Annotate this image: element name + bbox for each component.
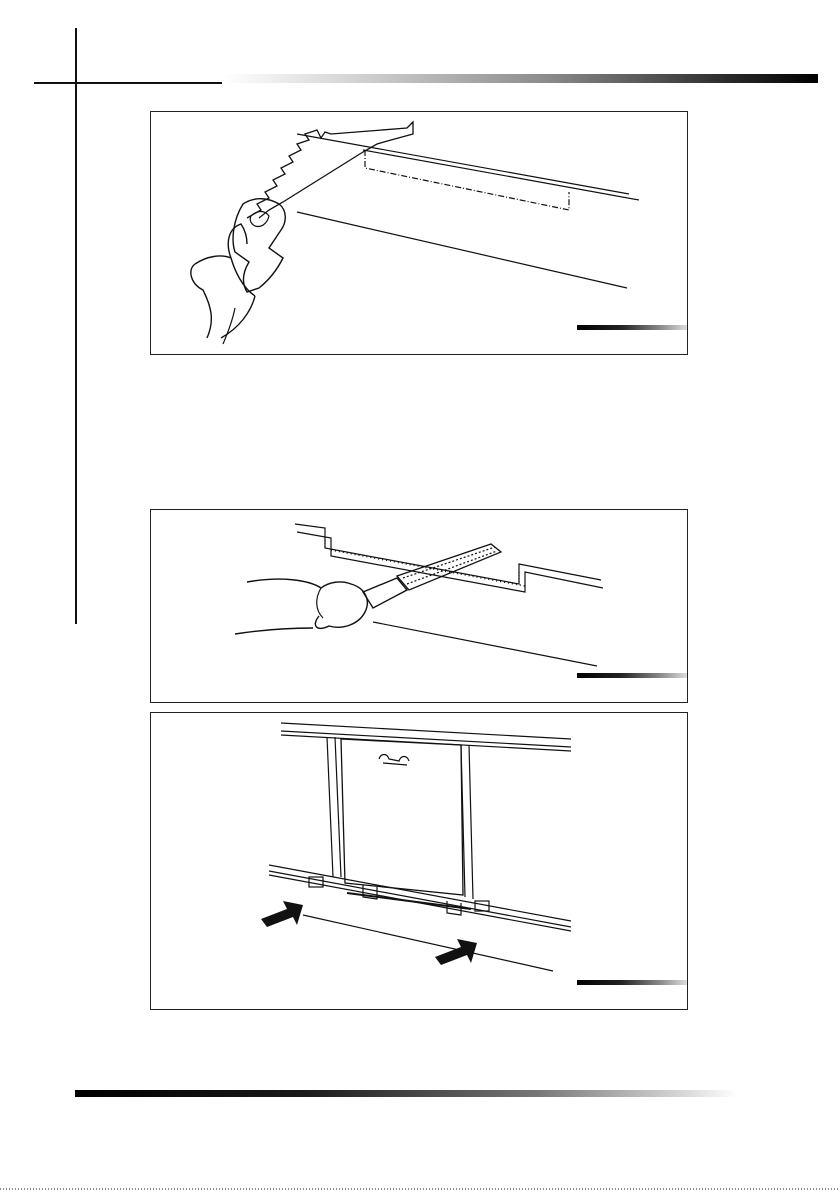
figure-door-bar [577, 980, 687, 985]
dishwasher-door-icon [151, 713, 689, 1011]
header-gradient-bar [222, 74, 818, 83]
header-horizontal-rule [34, 82, 222, 84]
figure-saw-panel [150, 111, 688, 355]
push-arrow-right [435, 939, 477, 965]
figure-file-panel [150, 509, 688, 703]
page-bottom-dotted-edge [0, 1188, 840, 1190]
hand-saw-icon [151, 112, 689, 356]
figure-saw-bar [577, 325, 687, 330]
push-arrow-left [261, 901, 303, 927]
footer-gradient-bar [75, 1090, 737, 1097]
figure-file-bar [577, 673, 687, 678]
figure-door-panel [150, 712, 688, 1010]
margin-vertical-rule [75, 28, 77, 624]
